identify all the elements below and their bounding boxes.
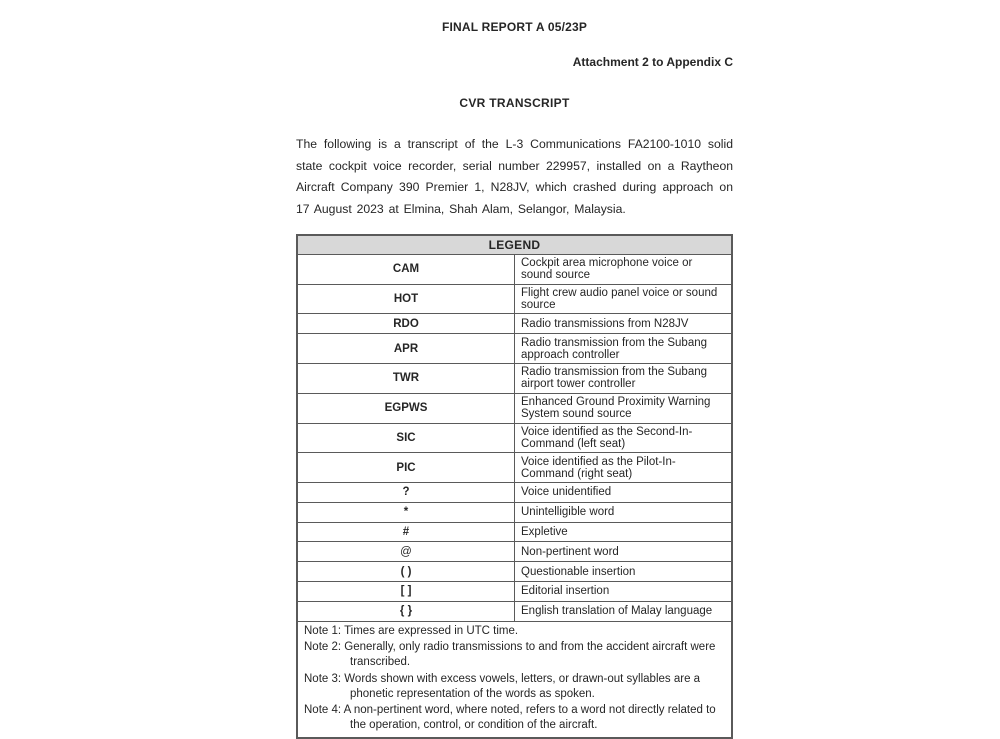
legend-table-foot (297, 621, 732, 738)
legend-description: Voice identified as the Second-In-Command (left seat) (515, 423, 733, 453)
legend-header-row (297, 235, 732, 255)
legend-description: Non-pertinent word (515, 542, 733, 562)
legend-code: RDO (297, 314, 515, 334)
note-item (304, 624, 725, 639)
attachment-label: Attachment 2 to Appendix C (572, 55, 733, 69)
legend-table-body (297, 254, 732, 621)
legend-description: Enhanced Ground Proximity Warning System sound source (515, 393, 733, 423)
legend-row (297, 453, 732, 483)
legend-code: ( ) (297, 562, 515, 582)
legend-code: CAM (297, 254, 515, 284)
note-label: Note 3: (304, 672, 342, 685)
legend-description: Radio transmission from the Subang approach controller (515, 334, 733, 364)
intro-paragraph: The following is a transcript of the L-3 Communications FA2100-1010 solid state cockpit voice recorder, serial number 229957, installed on a Raytheon Aircraft Company 390 Premier 1, N28JV, which crashed during approach on 17 August 2023 at Elmina, Shah Alam, Selangor, Malaysia. (296, 137, 733, 217)
legend-description: Cockpit area microphone voice or sound source (515, 254, 733, 284)
note-item (304, 672, 725, 702)
legend-description: Editorial insertion (515, 581, 733, 601)
notes-row (297, 621, 732, 738)
legend-description: English translation of Malay language (515, 601, 733, 621)
legend-code: [ ] (297, 581, 515, 601)
legend-row (297, 562, 732, 582)
note-label: Note 1: (304, 624, 342, 637)
legend-description: Voice identified as the Pilot-In-Command (right seat) (515, 453, 733, 483)
note-text: A non-pertinent word, where noted, refers to a word not directly related to the operation, control, or condition of the aircraft. (341, 704, 716, 732)
legend-row (297, 502, 732, 522)
legend-row (297, 363, 732, 393)
legend-code: TWR (297, 363, 515, 393)
legend-row (297, 254, 732, 284)
legend-row (297, 581, 732, 601)
legend-code: * (297, 502, 515, 522)
legend-description: Questionable insertion (515, 562, 733, 582)
note-label: Note 2: (304, 641, 342, 654)
report-title: FINAL REPORT A 05/23P (441, 20, 588, 34)
note-text: Words shown with excess vowels, letters, or drawn-out syllables are a phonetic representation of the words as spoken. (341, 672, 701, 700)
note-text: Times are expressed in UTC time. (341, 624, 519, 637)
legend-code: # (297, 522, 515, 542)
legend-row (297, 601, 732, 621)
document-content (296, 0, 733, 739)
legend-code: { } (297, 601, 515, 621)
legend-row (297, 314, 732, 334)
legend-row (297, 522, 732, 542)
legend-description: Expletive (515, 522, 733, 542)
legend-code: EGPWS (297, 393, 515, 423)
doc-title: CVR TRANSCRIPT (459, 96, 570, 110)
legend-code: ? (297, 483, 515, 503)
legend-row (297, 393, 732, 423)
legend-code: APR (297, 334, 515, 364)
note-item (304, 703, 725, 733)
legend-code: @ (297, 542, 515, 562)
legend-description: Radio transmissions from N28JV (515, 314, 733, 334)
legend-row (297, 542, 732, 562)
legend-code: HOT (297, 284, 515, 314)
note-item (304, 640, 725, 670)
legend-description: Unintelligible word (515, 502, 733, 522)
note-label: Note 4: (304, 704, 342, 717)
note-text: Generally, only radio transmissions to and from the accident aircraft were transcribed. (341, 641, 716, 669)
legend-row (297, 483, 732, 503)
legend-table (296, 234, 733, 739)
legend-description: Flight crew audio panel voice or sound source (515, 284, 733, 314)
legend-description: Voice unidentified (515, 483, 733, 503)
legend-title: LEGEND (297, 235, 732, 255)
legend-code: PIC (297, 453, 515, 483)
legend-row (297, 423, 732, 453)
notes-cell (297, 621, 732, 738)
legend-row (297, 284, 732, 314)
legend-table-head (297, 235, 732, 255)
legend-description: Radio transmission from the Subang airport tower controller (515, 363, 733, 393)
legend-code: SIC (297, 423, 515, 453)
legend-row (297, 334, 732, 364)
